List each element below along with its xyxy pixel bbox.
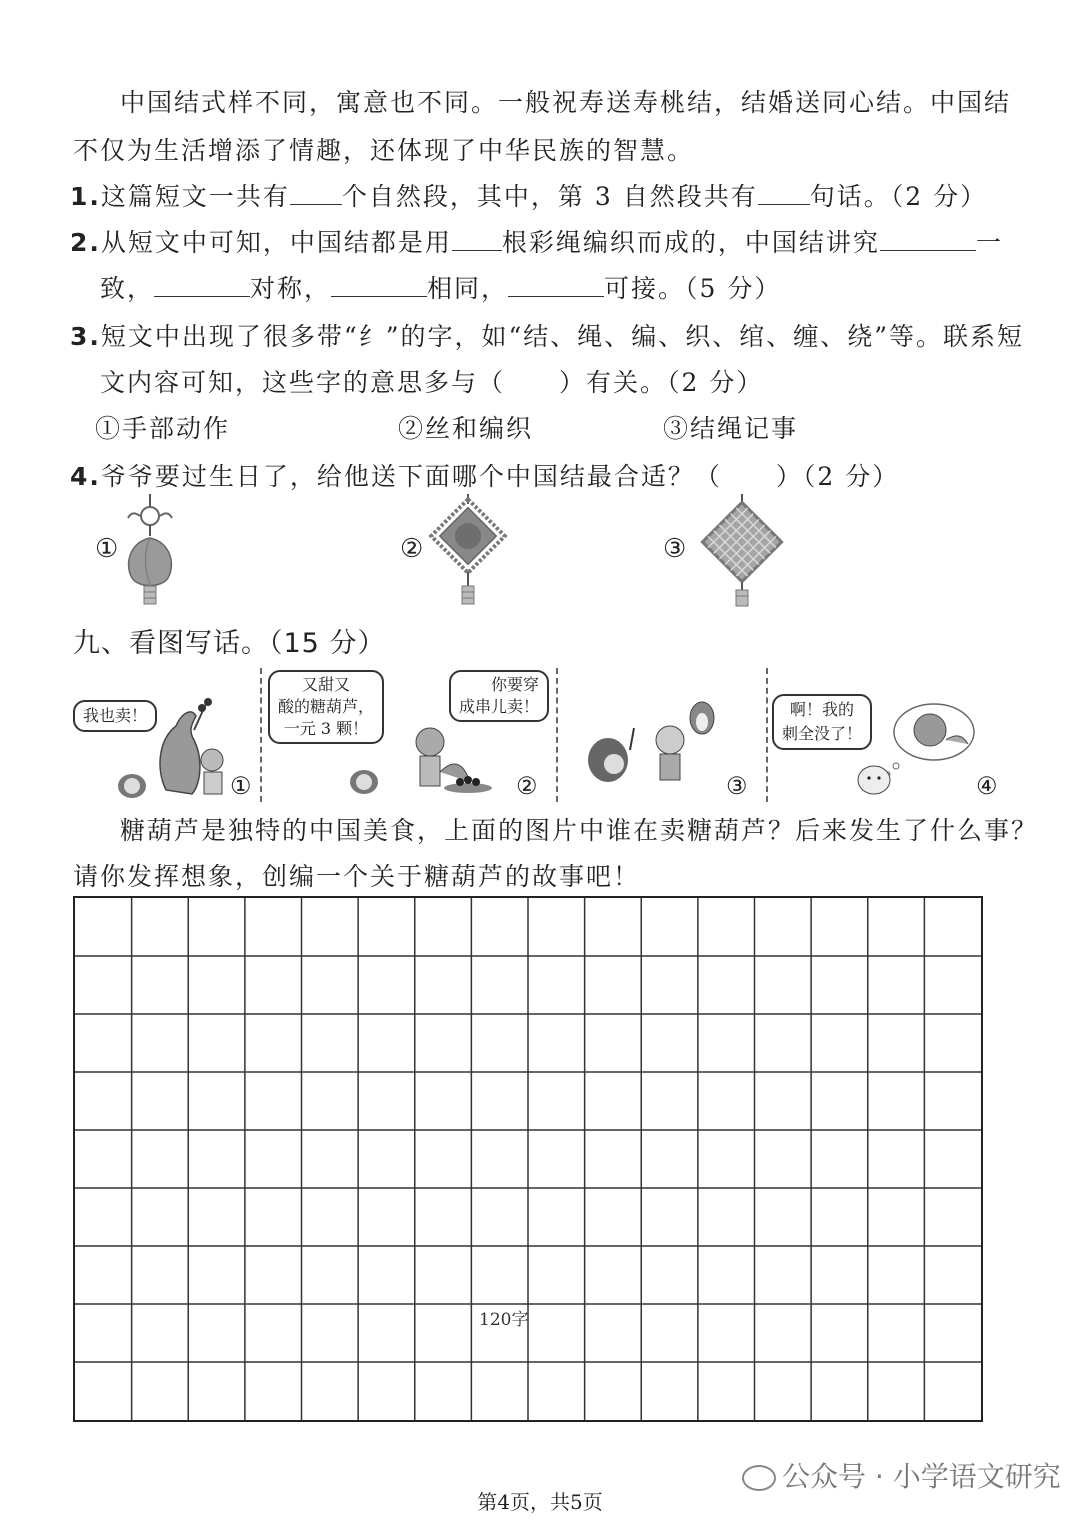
question-text: 这篇短文一共有 — [100, 182, 290, 211]
bubble-text: 你要穿 — [491, 675, 540, 694]
passage-line-1: 中国结式样不同，寓意也不同。一般祝寿送寿桃结，结婚送同心结。中国结 — [120, 88, 1012, 117]
panel-number-4: ④ — [976, 772, 998, 800]
bubble-text: 一元 3 颗！ — [283, 719, 369, 738]
question-1 — [70, 180, 987, 214]
bubble-text: 又甜又 — [302, 675, 351, 694]
bubble-text: 成串儿卖！ — [459, 697, 540, 716]
question-number: 3. — [70, 322, 101, 351]
answer-blank[interactable] — [331, 272, 427, 297]
question-3-line-2: 文内容可知，这些字的意思多与（ ）有关。（2 分） — [100, 368, 764, 397]
question-text: 个自然段，其中，第 3 自然段共有 — [341, 182, 758, 211]
question-text: 根彩绳编织而成的，中国结讲究 — [501, 228, 880, 257]
question-text: 短文中出现了很多带“纟”的字，如“结、绳、编、织、绾、缠、绕”等。联系短 — [100, 322, 1025, 351]
question-2 — [70, 226, 1003, 260]
answer-blank[interactable] — [880, 226, 976, 251]
question-number: 1. — [70, 182, 101, 211]
question-text: 爷爷要过生日了，给他送下面哪个中国结最合适？（ ）（2 分） — [100, 462, 900, 491]
option-3[interactable]: ③结绳记事 — [663, 414, 799, 443]
peach-knot-icon[interactable] — [120, 494, 180, 610]
writing-prompt-line-1: 糖葫芦是独特的中国美食，上面的图片中谁在卖糖葫芦？后来发生了什么事？ — [120, 816, 1039, 845]
answer-blank[interactable] — [452, 226, 502, 251]
panel-number-2: ② — [516, 772, 538, 800]
question-text: 相同， — [427, 274, 509, 303]
question-text: 从短文中可知，中国结都是用 — [100, 228, 452, 257]
question-number: 4. — [70, 462, 101, 491]
question-3 — [70, 320, 1024, 354]
word-count-marker: 120字 — [479, 1310, 529, 1330]
question-number: 2. — [70, 228, 101, 257]
answer-blank[interactable] — [154, 272, 250, 297]
speech-bubble — [449, 670, 549, 722]
question-text: 可接。（5 分） — [604, 274, 782, 303]
bubble-text: 酸的糖葫芦， — [278, 697, 375, 716]
question-2-line-2 — [100, 272, 781, 306]
panel-number-3: ③ — [726, 772, 748, 800]
page-number: 第4页，共5页 — [477, 1490, 603, 1514]
bald-hedgehog-fox-thought-illustration — [850, 696, 990, 800]
bubble-text: 啊！我的 — [790, 700, 855, 719]
hedgehog-fox-illustration — [340, 722, 500, 802]
question-text: 致， — [100, 274, 155, 303]
concentric-knot-icon[interactable] — [426, 494, 510, 610]
bubble-text: 我也卖！ — [83, 706, 148, 725]
question-text: 对称， — [250, 274, 332, 303]
writing-grid[interactable] — [73, 896, 983, 1422]
knot-choice-label-2[interactable]: ② — [400, 534, 424, 564]
bubble-text: 刺全没了！ — [782, 724, 863, 743]
writing-prompt-line-2: 请你发挥想象，创编一个关于糖葫芦的故事吧！ — [73, 862, 641, 891]
knot-choice-label-1[interactable]: ① — [95, 534, 119, 564]
question-text: 句话。（2 分） — [809, 182, 988, 211]
answer-blank[interactable] — [758, 180, 810, 205]
answer-blank[interactable] — [508, 272, 604, 297]
question-text: 一 — [975, 228, 1003, 257]
answer-blank[interactable] — [290, 180, 342, 205]
watermark-text: 公众号 · 小学语文研究 — [782, 1460, 1061, 1493]
section-heading: 九、看图写话。（15 分） — [73, 628, 386, 659]
pan-chang-knot-icon[interactable] — [694, 494, 790, 610]
panel-number-1: ① — [230, 772, 252, 800]
knot-choice-label-3[interactable]: ③ — [663, 534, 687, 564]
option-1[interactable]: ①手部动作 — [95, 414, 231, 443]
question-4 — [70, 460, 899, 494]
hedgehog-elephant-penguin-illustration — [580, 690, 750, 800]
option-2[interactable]: ②丝和编织 — [398, 414, 534, 443]
passage-line-2: 不仅为生活增添了情趣，还体现了中华民族的智慧。 — [73, 136, 695, 165]
